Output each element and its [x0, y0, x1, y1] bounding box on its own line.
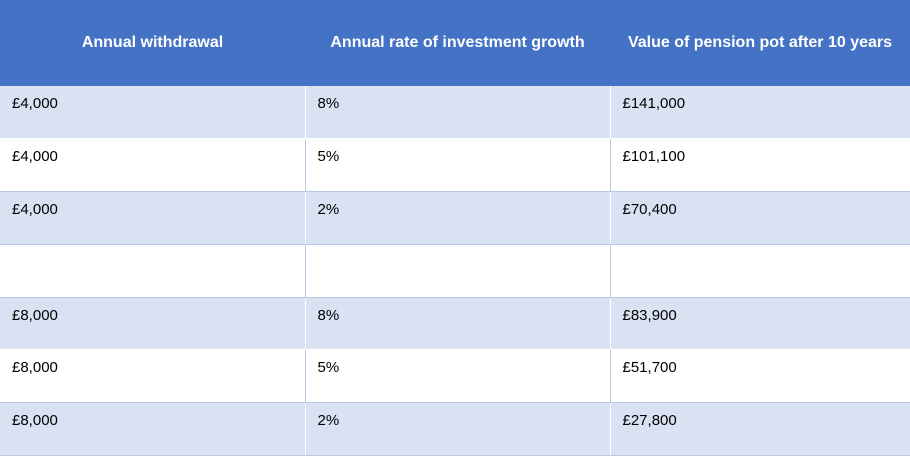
- cell-growth-rate: 5%: [305, 139, 610, 192]
- table-header-row: [0, 0, 910, 86]
- cell-growth-rate: 5%: [305, 350, 610, 403]
- cell-annual-withdrawal: £4,000: [0, 139, 305, 192]
- cell-annual-withdrawal: £8,000: [0, 403, 305, 456]
- table-body: [0, 86, 910, 456]
- column-header-annual-withdrawal: Annual withdrawal: [0, 0, 305, 86]
- table-row: [0, 139, 910, 192]
- cell-pension-pot-value: £27,800: [610, 403, 910, 456]
- cell-growth-rate: 8%: [305, 86, 610, 139]
- cell-annual-withdrawal: £8,000: [0, 350, 305, 403]
- table-header: [0, 0, 910, 86]
- cell-growth-rate: 2%: [305, 192, 610, 245]
- cell-annual-withdrawal: £8,000: [0, 297, 305, 350]
- cell-annual-withdrawal: £4,000: [0, 192, 305, 245]
- table-row: [0, 350, 910, 403]
- table-row: [0, 403, 910, 456]
- cell-empty: [0, 244, 305, 297]
- cell-pension-pot-value: £83,900: [610, 297, 910, 350]
- cell-pension-pot-value: £51,700: [610, 350, 910, 403]
- cell-pension-pot-value: £141,000: [610, 86, 910, 139]
- table-row: [0, 86, 910, 139]
- table-row: [0, 297, 910, 350]
- cell-growth-rate: 8%: [305, 297, 610, 350]
- cell-annual-withdrawal: £4,000: [0, 86, 305, 139]
- table-row-spacer: [0, 244, 910, 297]
- cell-empty: [610, 244, 910, 297]
- cell-pension-pot-value: £70,400: [610, 192, 910, 245]
- column-header-value-of-pension-pot-after-10-years: Value of pension pot after 10 years: [610, 0, 910, 86]
- table-row: [0, 192, 910, 245]
- cell-growth-rate: 2%: [305, 403, 610, 456]
- cell-empty: [305, 244, 610, 297]
- cell-pension-pot-value: £101,100: [610, 139, 910, 192]
- column-header-annual-rate-of-investment-growth: Annual rate of investment growth: [305, 0, 610, 86]
